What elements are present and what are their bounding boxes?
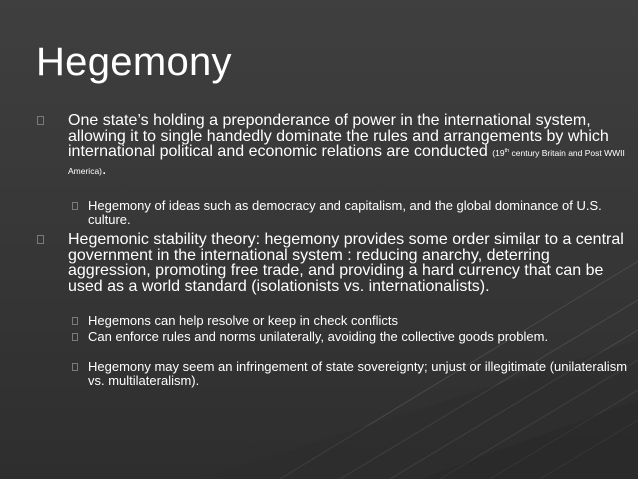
sub-bullet-sovereignty: Hegemony may seem an infringement of state sovereignty; unjust or illegitimate (unilateralism vs. multilateralism). xyxy=(88,360,628,387)
sub-bullet-marker-icon xyxy=(72,202,78,210)
bullet-marker-icon xyxy=(37,116,44,125)
sub-bullet-marker-icon xyxy=(72,333,78,341)
bullet-note: (19th century Britain and Post WWII America) xyxy=(68,148,625,176)
slide-title: Hegemony xyxy=(36,40,232,84)
sub-bullet-marker-icon xyxy=(72,363,78,371)
sub-bullet-resolve-conflicts: Hegemons can help resolve or keep in check conflicts xyxy=(88,314,628,328)
bullet-marker-icon xyxy=(37,235,44,244)
sub-bullet-enforce-rules: Can enforce rules and norms unilaterally, avoiding the collective goods problem. xyxy=(88,330,628,344)
bullet-hegemonic-stability: Hegemonic stability theory: hegemony provides some order similar to a central government in the international system : reducing anarchy, deterring aggression, promoting free trade, and providing a hard currency that can be used as a world standard (isolationists vs. internationalists). xyxy=(68,232,628,294)
bullet-hegemony-definition: One state’s holding a preponderance of power in the international system, allowing it to single handedly dominate the rules and arrangements by which international political and economic relations are conducted (19th century Britain and Post WWII America). xyxy=(68,113,628,179)
sub-bullet-marker-icon xyxy=(72,317,78,325)
sub-bullet-ideas: Hegemony of ideas such as democracy and capitalism, and the global dominance of U.S. culture. xyxy=(88,199,628,226)
